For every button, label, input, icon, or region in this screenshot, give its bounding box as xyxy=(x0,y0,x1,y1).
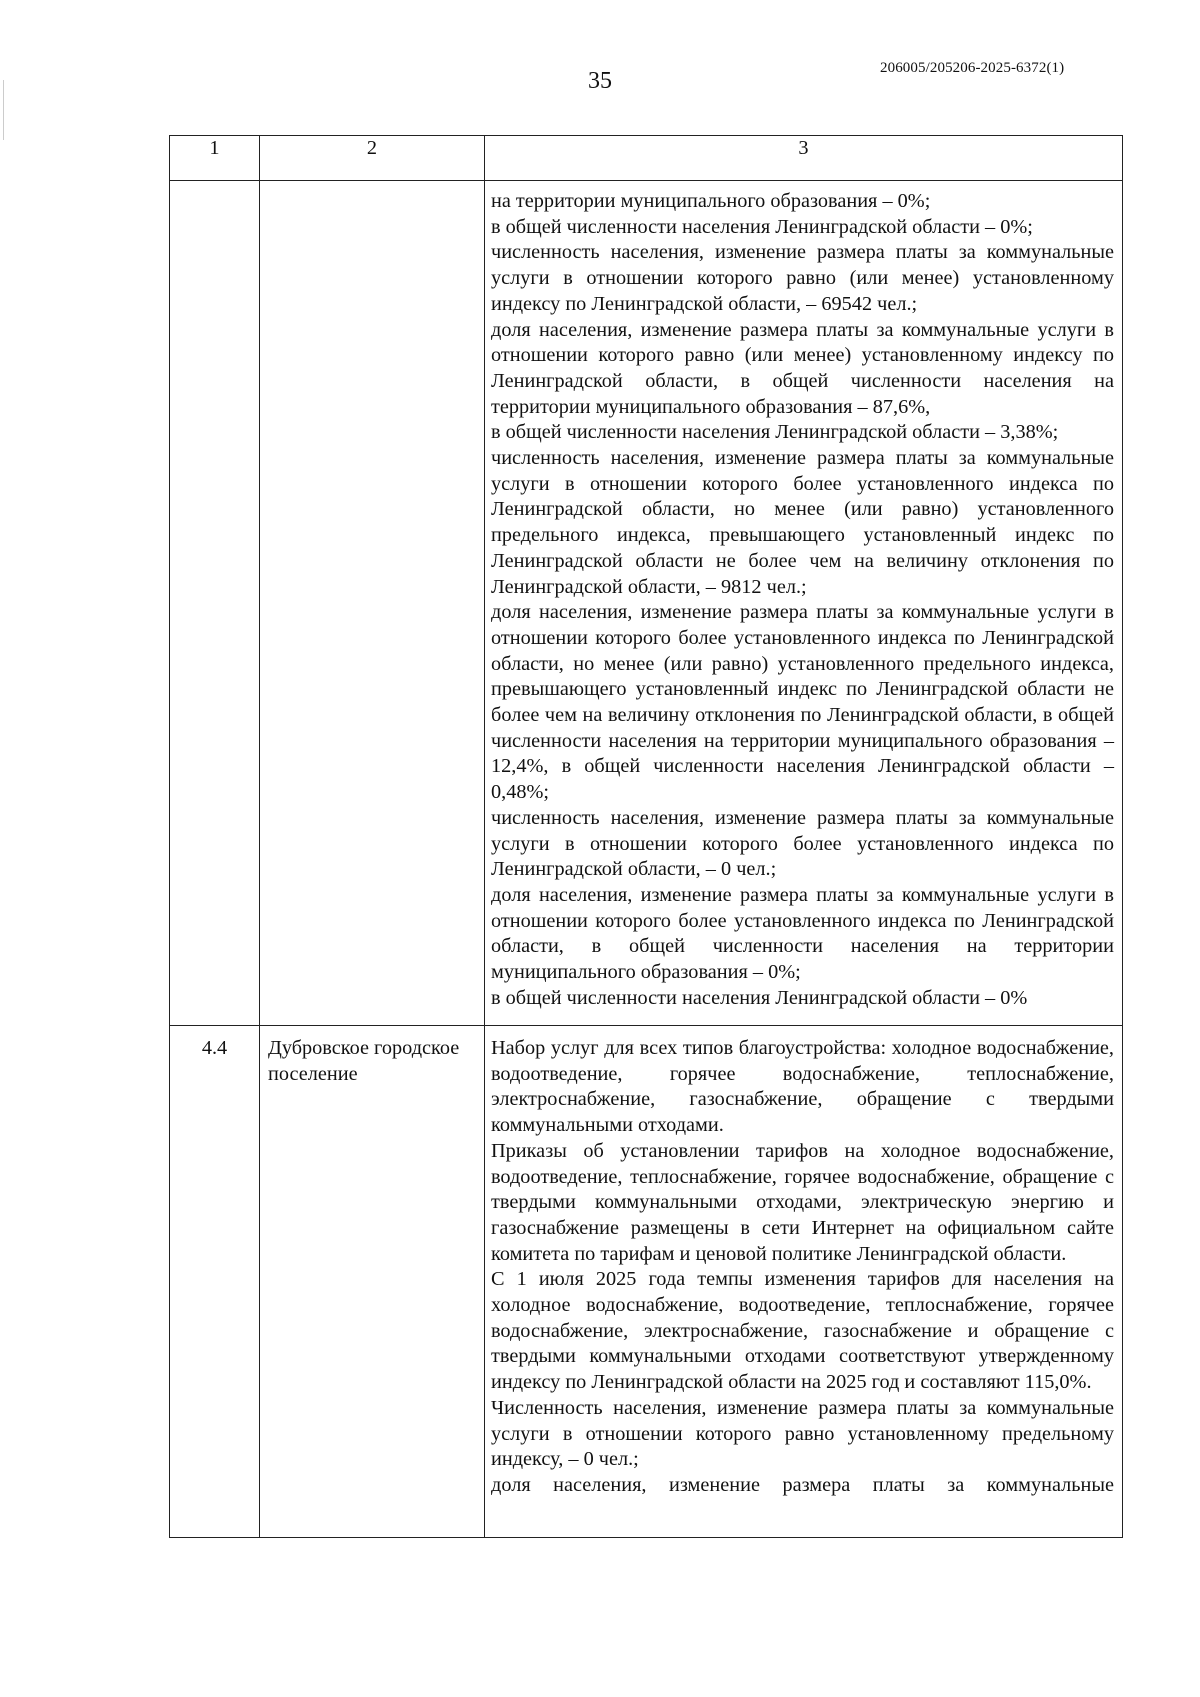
paragraph: численность населения, изменение размера платы за коммунальные услуги в отношении которого равно (или менее) установленному индексу по Ленинградской области, – 69542 чел.; xyxy=(491,241,1114,315)
row-number-cell xyxy=(170,181,260,1026)
row-name-cell xyxy=(260,1026,485,1538)
paragraph: доля населения, изменение размера платы за коммунальные услуги в отношении которого равно (или менее) установленному индексу по Ленинградской области, в общей численности населения на территории муниципального образования – 87,6%, xyxy=(491,318,1114,418)
row-description-cell xyxy=(485,1026,1123,1538)
document-table xyxy=(169,135,1123,1538)
page-number: 35 xyxy=(588,68,612,94)
paragraph: численность населения, изменение размера платы за коммунальные услуги в отношении которого более установленного индекса по Ленинградской области, но менее (или равно) установленного предельного индекса, превышающего установленный индекс по Ленинградской области не более чем на величину отклонения по Ленинградской области, – 9812 чел.; xyxy=(491,447,1114,598)
paragraph: в общей численности населения Ленинградской области – 0%; xyxy=(491,215,1033,238)
column-header-2: 2 xyxy=(260,136,485,181)
row-name-cell xyxy=(260,181,485,1026)
row-description-cell xyxy=(485,181,1123,1026)
paragraph: доля населения, изменение размера платы за коммунальные xyxy=(491,1473,1114,1496)
document-code: 206005/205206-2025-6372(1) xyxy=(880,60,1065,76)
paragraph: в общей численности населения Ленинградской области – 0% xyxy=(491,986,1028,1009)
paragraph: в общей численности населения Ленинградской области – 3,38%; xyxy=(491,421,1059,444)
paragraph: Приказы об установлении тарифов на холодное водоснабжение, водоотведение, теплоснабжение, горячее водоснабжение, обращение с твердыми коммунальными отходами, электрическую энергию и газоснабжение размещены в сети Интернет на официальном сайте комитета по тарифам и ценовой политике Ленинградской области. xyxy=(491,1139,1114,1265)
paragraph: на территории муниципального образования – 0%; xyxy=(491,190,931,212)
paragraph: С 1 июля 2025 года темпы изменения тарифов для населения на холодное водоснабжение, водоотведение, теплоснабжение, горячее водоснабжение, электроснабжение, газоснабжение и обращение с твердыми коммунальными отходами соответствуют утвержденному индексу по Ленинградской области на 2025 год и составляют 115,0%. xyxy=(491,1268,1114,1394)
table-row xyxy=(170,181,1123,1026)
column-header-1: 1 xyxy=(170,136,260,181)
table-header-row xyxy=(170,136,1123,181)
paragraph: доля населения, изменение размера платы за коммунальные услуги в отношении которого более установленного индекса по Ленинградской области, в общей численности населения на территории муниципального образования – 0%; xyxy=(491,883,1114,984)
paragraph: Численность населения, изменение размера платы за коммунальные услуги в отношении которого равно установленному предельному индексу, – 0 чел.; xyxy=(491,1396,1114,1471)
settlement-name: Дубровское городское поселение xyxy=(268,1037,460,1085)
table-row xyxy=(170,1026,1123,1538)
paragraph: Набор услуг для всех типов благоустройства: холодное водоснабжение, водоотведение, горячее водоснабжение, теплоснабжение, электроснабжение, газоснабжение, обращение с твердыми коммунальными отходами. xyxy=(491,1037,1114,1137)
column-header-3: 3 xyxy=(485,136,1123,181)
paragraph: численность населения, изменение размера платы за коммунальные услуги в отношении которого более установленного индекса по Ленинградской области, – 0 чел.; xyxy=(491,806,1114,881)
paragraph: доля населения, изменение размера платы за коммунальные услуги в отношении которого более установленного индекса по Ленинградской области, но менее (или равно) установленного предельного индекса, превышающего установленный индекс по Ленинградской области не более чем на величину отклонения по Ленинградской области, в общей численности населения на территории муниципального образования – 12,4%, в общей численности населения Ленинградской области – 0,48%; xyxy=(491,601,1114,804)
row-number-cell: 4.4 xyxy=(170,1026,260,1538)
